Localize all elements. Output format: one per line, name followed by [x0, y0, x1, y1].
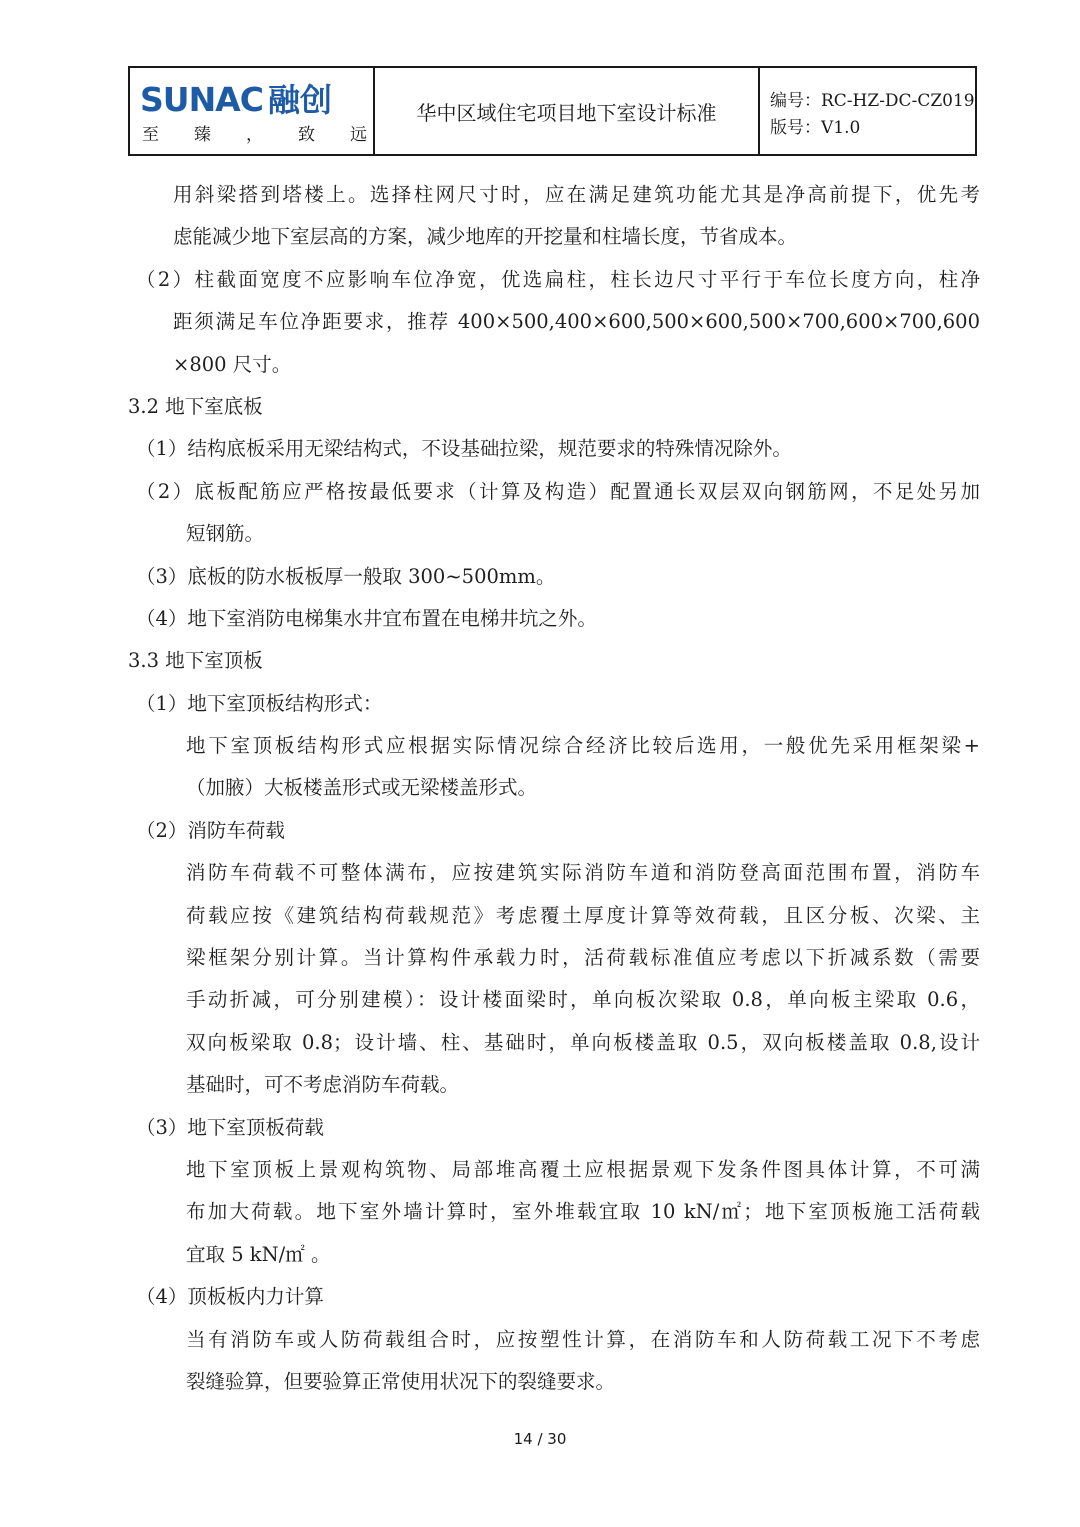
text-line: 基础时，可不考虑消防车荷载。: [186, 1073, 460, 1097]
page-number: 14 / 30: [513, 1430, 567, 1448]
text-line: 地下室顶板结构形式应根据实际情况综合经济比较后选用，一般优先采用框架梁+: [186, 734, 980, 758]
slogan-char: 臻: [194, 125, 211, 145]
document-code: 编号：RC-HZ-DC-CZ019: [770, 91, 975, 111]
text-line: 荷载应按《建筑结构荷载规范》考虑覆土厚度计算等效荷载，且区分板、次梁、主: [186, 903, 980, 927]
slogan-char: ，: [246, 125, 263, 145]
subsection-heading: （4）顶板板内力计算: [136, 1285, 324, 1309]
section-heading: 3.2 地下室底板: [128, 394, 263, 418]
text-line: 梁框架分别计算。当计算构件承载力时，活荷载标准值应考虑以下折减系数（需要: [186, 946, 980, 970]
text-line: 消防车荷载不可整体满布，应按建筑实际消防车道和消防登高面范围布置，消防车: [186, 861, 980, 885]
document-title: 华中区域住宅项目地下室设计标准: [375, 68, 760, 154]
text-line: （1）结构底板采用无梁结构式，不设基础拉梁，规范要求的特殊情况除外。: [136, 437, 792, 461]
text-line: （加腋）大板楼盖形式或无梁楼盖形式。: [186, 776, 538, 800]
text-line: （2）底板配筋应严格按最低要求（计算及构造）配置通长双层双向钢筋网，不足处另加: [136, 479, 980, 503]
subsection-heading: （1）地下室顶板结构形式：: [136, 691, 383, 715]
text-line: 手动折减，可分别建模）：设计楼面梁时，单向板次梁取 0.8，单向板主梁取 0.6，: [186, 988, 980, 1012]
logo-cn: 融创: [268, 81, 333, 119]
text-line: 距须满足车位净距要求，推荐 400×500,400×600,500×600,500×700,600×700,600: [173, 310, 980, 334]
text-line: 宜取 5 kN/㎡ 。: [186, 1242, 331, 1266]
slogan-char: 致: [298, 125, 315, 145]
text-line: 裂缝验算，但要验算正常使用状况下的裂缝要求。: [186, 1369, 616, 1393]
text-line: （2）柱截面宽度不应影响车位净宽，优选扁柱，柱长边尺寸平行于车位长度方向，柱净: [136, 267, 980, 291]
logo-en: SUNAC: [140, 80, 263, 119]
text-line: 虑能减少地下室层高的方案，减少地库的开挖量和柱墙长度，节省成本。: [173, 225, 798, 249]
subsection-heading: （2）消防车荷载: [136, 818, 285, 842]
document-meta: [760, 68, 975, 154]
text-line: （3）底板的防水板板厚一般取 300~500mm。: [136, 564, 556, 588]
text-line: 用斜梁搭到塔楼上。选择柱网尺寸时，应在满足建筑功能尤其是净高前提下，优先考: [173, 183, 980, 206]
document-header: [128, 66, 977, 156]
section-heading: 3.3 地下室顶板: [128, 649, 263, 673]
text-line: 布加大荷载。地下室外墙计算时，室外堆载宜取 10 kN/㎡；地下室顶板施工活荷载: [186, 1200, 980, 1224]
document-version: 版号：V1.0: [770, 118, 861, 138]
logo-slogan: [142, 120, 367, 145]
text-line: 双向板梁取 0.8；设计墙、柱、基础时，单向板楼盖取 0.5，双向板楼盖取 0.8,设计: [186, 1030, 980, 1054]
text-line: （4）地下室消防电梯集水井宜布置在电梯井坑之外。: [136, 606, 597, 630]
slogan-char: 至: [142, 125, 159, 145]
document-body: [128, 174, 980, 1403]
logo-cell: [130, 68, 375, 154]
text-line: 短钢筋。: [186, 522, 265, 546]
subsection-heading: （3）地下室顶板荷载: [136, 1115, 324, 1139]
text-line: 当有消防车或人防荷载组合时，应按塑性计算，在消防车和人防荷载工况下不考虑: [186, 1327, 980, 1351]
text-line: ×800 尺寸。: [173, 352, 292, 376]
text-line: 地下室顶板上景观构筑物、局部堆高覆土应根据景观下发条件图具体计算，不可满: [186, 1157, 980, 1181]
slogan-char: 远: [350, 125, 367, 145]
